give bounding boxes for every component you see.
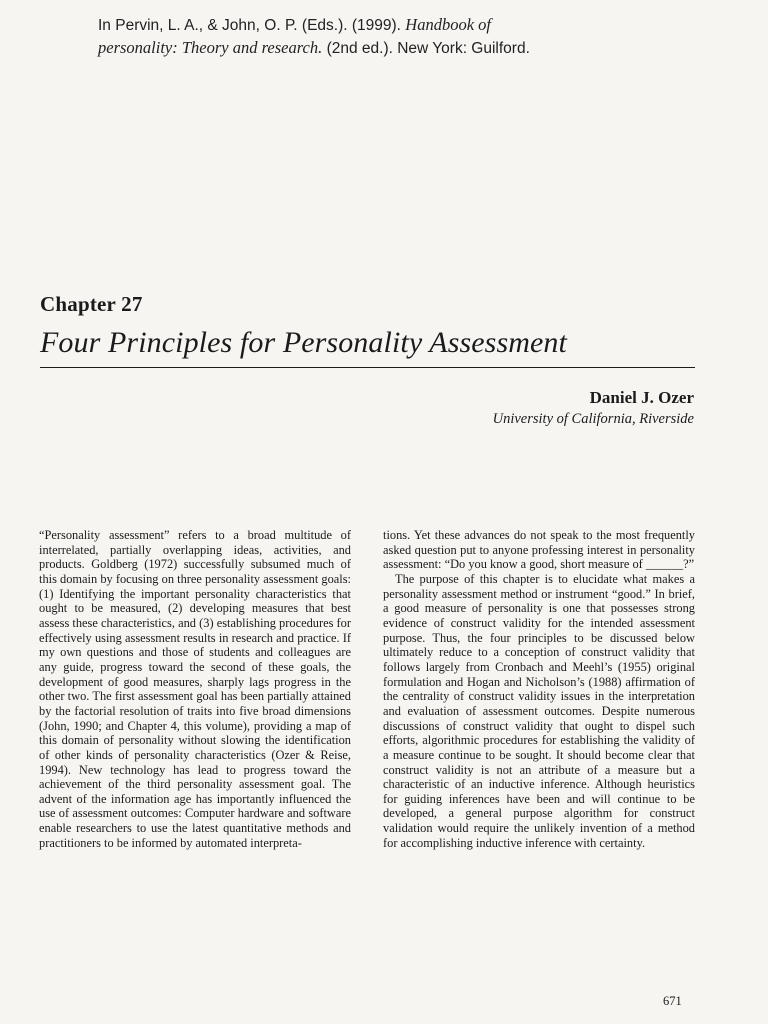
page-number: 671	[663, 994, 682, 1008]
chapter-title: Four Principles for Personality Assessment	[40, 326, 567, 359]
citation-book-title-part1: Handbook of	[405, 15, 491, 34]
author-name: Daniel J. Ozer	[589, 388, 694, 407]
paragraph: “Personality assessment” refers to a broad multitude of interrelated, partially overlapping ideas, activities, and products. Goldberg (1972) successfully subsumed much of this domain by focusing on three personality assessment goals: (1) Identifying the important personality characteristics that ought to be measured, (2) developing measures that best assess these characteristics, and (3) establishing procedures for effectively using assessment results in research and practice. If my own questions and those of students and colleagues are any guide, progress toward the second of these goals, the development of good measures, sharply lags progress in the other two. The first assessment goal has been partially attained by the factorial resolution of traits into five broad dimensions (John, 1990; and Chapter 4, this volume), providing a map of this domain of personality without slowing the identification of other kinds of personality characteristics (Ozer & Reise, 1994). New technology has lead to progress toward the achievement of the third personality assessment goal. The advent of the information age has importantly influenced the use of assessment outcomes: Computer hardware and software enable researchers to use the latest quantitative methods and practitioners to be informed by automated interpreta-	[39, 528, 351, 850]
body-column-right	[383, 528, 695, 850]
title-rule	[40, 367, 695, 368]
paragraph: tions. Yet these advances do not speak to the most frequently asked question put to anyone professing interest in personality assessment: “Do you know a good, short measure of ______?”	[383, 528, 695, 572]
paragraph: The purpose of this chapter is to elucidate what makes a personality assessment method or instrument “good.” In brief, a good measure of personality is one that possesses strong evidence of construct validity for the intended assessment purpose. Thus, the four principles to be discussed below ultimately reduce to a conception of construct validity that follows largely from Cronbach and Meehl’s (1955) original formulation and Hogan and Nicholson’s (1988) affirmation of the centrality of construct validity issues in the interpretation and evaluation of assessment outcomes. Despite numerous discussions of construct validity that ought to dispel such efforts, algorithmic procedures for establishing the validity of a measure continue to be sought. It should become clear that construct validity is not an attribute of a measure but a characteristic of an inductive inference. Although heuristics for guiding inferences have been and will continue to be developed, a general purpose algorithm for construct validation would require the unlikely invention of a method for accomplishing inductive inference with certainty.	[383, 571, 695, 850]
author-affiliation: University of California, Riverside	[492, 411, 694, 427]
body-column-left	[39, 528, 351, 850]
citation-publisher: (2nd ed.). New York: Guilford.	[326, 40, 530, 57]
citation	[98, 14, 658, 60]
citation-book-title-part2: personality: Theory and research.	[98, 38, 323, 57]
citation-authors: In Pervin, L. A., & John, O. P. (Eds.). (1999).	[98, 17, 401, 34]
chapter-number: Chapter 27	[40, 292, 143, 316]
